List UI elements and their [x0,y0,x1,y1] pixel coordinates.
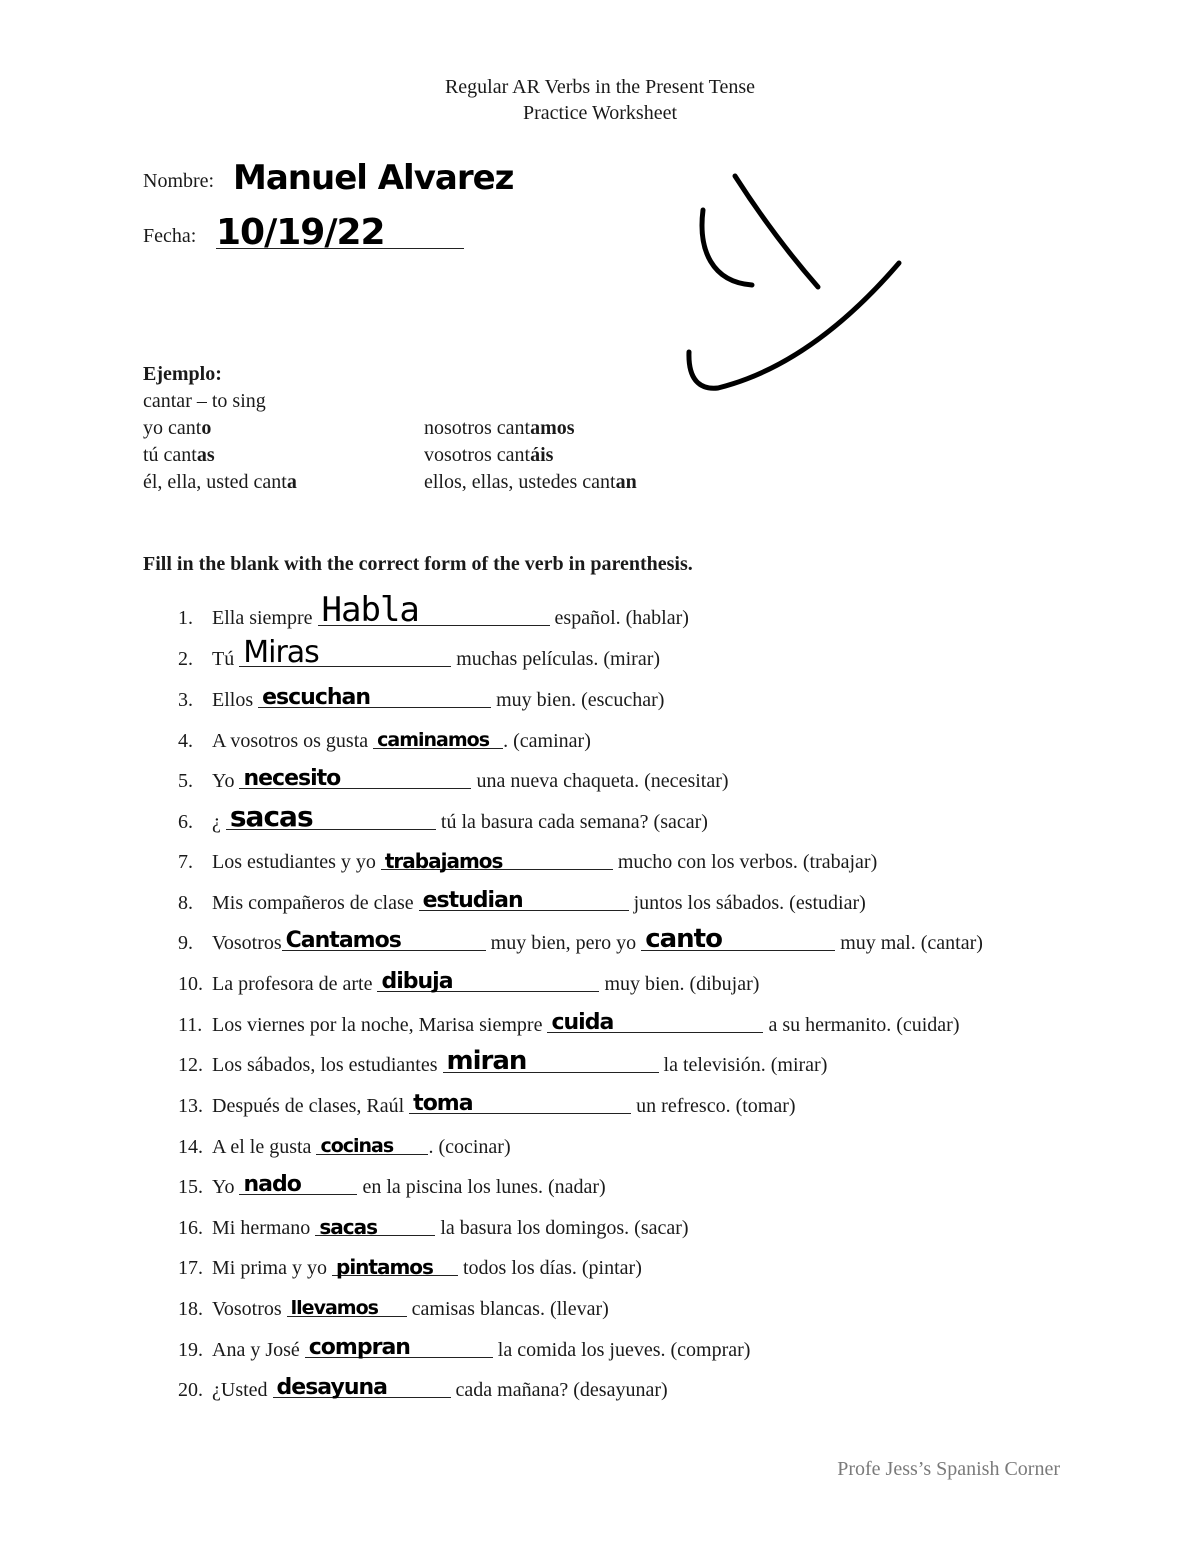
footer-credit: Profe Jess’s Spanish Corner [837,1458,1060,1480]
answer-blank[interactable] [239,1172,357,1195]
handwritten-answer: Cantamos [285,928,401,953]
handwritten-answer: desayuna [276,1375,387,1400]
conjugation-el: él, ella, usted canta [143,471,297,493]
handwritten-answer: caminamos [377,729,490,751]
question-item: 16. Mi hermano sacas la basura los domingos. (sacar) [178,1215,689,1239]
answer-blank[interactable] [377,969,599,992]
question-item: 1. Ella siempre Habla español. (hablar) [178,590,689,630]
handwritten-answer: cuida [551,1010,614,1035]
question-item: 14. A el le gusta cocinas . (cocinar) [178,1132,511,1162]
conjugation-vosotros: vosotros cantáis [424,444,554,466]
handwritten-answer: compran [308,1335,410,1360]
handwritten-answer: Miras [243,635,319,670]
handwritten-answer: escuchan [262,685,371,710]
handwritten-answer: pintamos [336,1255,433,1279]
name-handwritten[interactable]: Manuel Alvarez [233,158,514,198]
answer-blank[interactable] [318,590,550,630]
answer-blank[interactable] [381,847,613,873]
answer-blank[interactable] [239,766,471,789]
instructions: Fill in the blank with the correct form of the verb in parenthesis. [143,553,693,575]
question-item: 2. Tú Miras muchas películas. (mirar) [178,635,661,670]
handwritten-answer: nado [243,1172,301,1197]
conjugation-tu: tú cantas [143,444,215,466]
question-item: 12. Los sábados, los estudiantes miran la televisión. (mirar) [178,1046,828,1076]
answer-blank[interactable] [239,635,451,670]
question-item: 20. ¿Usted desayuna cada mañana? (desayunar) [178,1375,668,1401]
answer-blank[interactable] [419,888,629,911]
answer-blank[interactable] [273,1375,451,1398]
answer-blank[interactable] [258,685,491,708]
conjugation-ellos: ellos, ellas, ustedes cantan [424,471,637,493]
question-item: 6. ¿ sacas tú la basura cada semana? (sacar) [178,800,708,833]
example-heading: Ejemplo: [143,363,222,385]
handwritten-answer: dibuja [381,969,453,994]
answer-blank[interactable] [315,1213,435,1239]
conjugation-nosotros: nosotros cantamos [424,417,575,439]
question-item: 17. Mi prima y yo pintamos todos los días. (pintar) [178,1255,642,1279]
doodle-mark [0,0,1200,420]
question-item: 8. Mis compañeros de clase estudian juntos los sábados. (estudiar) [178,888,866,914]
example-verb: cantar – to sing [143,390,266,412]
handwritten-answer: Habla [321,590,419,630]
handwritten-answer: miran [446,1046,527,1076]
handwritten-answer: estudian [422,888,523,913]
handwritten-answer: trabajamos [384,849,503,873]
answer-blank[interactable] [443,1046,659,1076]
answer-blank[interactable] [409,1091,631,1114]
handwritten-answer: llevamos [290,1297,378,1319]
worksheet-subtitle: Practice Worksheet [522,102,678,124]
question-item: 4. A vosotros os gusta caminamos . (caminar) [178,726,591,756]
question-item: 7. Los estudiantes y yo trabajamos mucho con los verbos. (trabajar) [178,849,878,873]
question-item: 15. Yo nado en la piscina los lunes. (nadar) [178,1172,606,1198]
example-singular [143,415,297,496]
answer-blank[interactable] [305,1335,493,1358]
conjugation-yo: yo canto [143,417,212,439]
handwritten-answer: canto [645,924,722,954]
question-item: 3. Ellos escuchan muy bien. (escuchar) [178,685,665,711]
answer-blank[interactable] [547,1010,763,1033]
handwritten-answer: sacas [319,1215,377,1239]
handwritten-answer: cocinas [320,1135,394,1157]
answer-blank-2[interactable] [641,924,835,954]
worksheet-title: Regular AR Verbs in the Present Tense [444,76,756,98]
answer-blank[interactable] [373,726,503,749]
answer-blank[interactable] [316,1132,428,1155]
question-item: 18. Vosotros llevamos camisas blancas. (llevar) [178,1294,609,1324]
question-item: 19. Ana y José compran la comida los jueves. (comprar) [178,1335,751,1361]
question-item: 10. La profesora de arte dibuja muy bien. (dibujar) [178,969,760,995]
example-plural [424,415,637,496]
date-handwritten[interactable]: 10/19/22 [216,212,385,253]
example-section [143,361,266,415]
date-label: Fecha: [143,225,197,247]
answer-blank[interactable] [332,1253,458,1279]
answer-blank[interactable] [287,1294,407,1317]
name-label: Nombre: [143,170,215,192]
answer-blank[interactable] [226,800,436,833]
question-item: 9. Vosotros Cantamos muy bien, pero yo canto muy mal. (cantar) [178,924,983,954]
handwritten-answer: sacas [229,800,313,833]
answer-blank[interactable] [282,928,486,951]
handwritten-answer: necesito [243,766,341,791]
question-item: 5. Yo necesito una nueva chaqueta. (necesitar) [178,766,729,792]
question-item: 11. Los viernes por la noche, Marisa siempre cuida a su hermanito. (cuidar) [178,1010,960,1036]
handwritten-answer: toma [413,1091,473,1116]
question-item: 13. Después de clases, Raúl toma un refresco. (tomar) [178,1091,796,1117]
